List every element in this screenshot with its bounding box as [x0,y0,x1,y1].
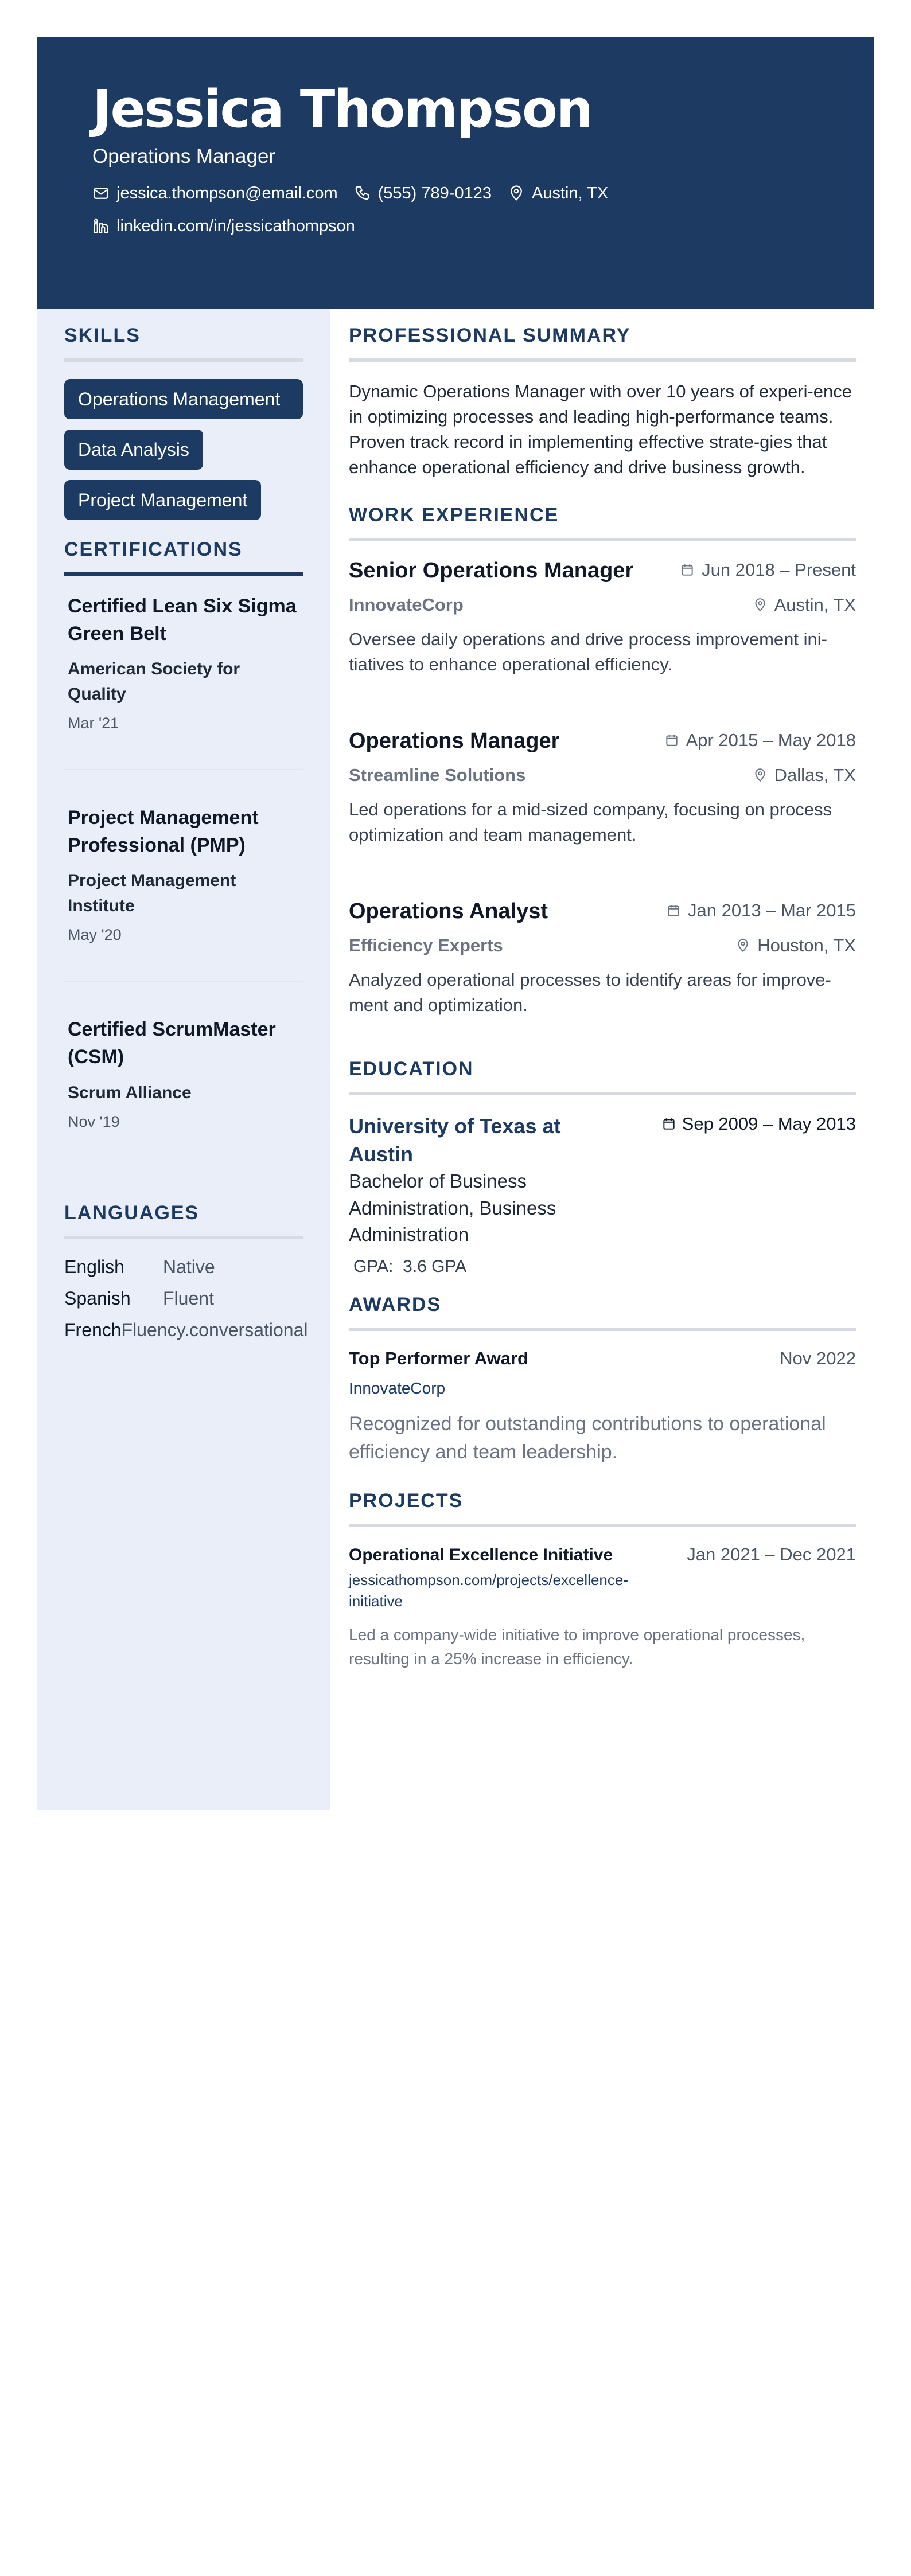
language-item [64,1256,303,1278]
job-location [735,935,856,956]
languages-title: LANGUAGES [64,1202,200,1224]
divider [349,1092,856,1095]
language-name: Spanish [64,1288,131,1309]
resume-header [37,37,874,309]
company-name: Streamline Solutions [349,765,526,786]
certification-item [64,805,303,982]
sidebar [37,309,330,1810]
skill-chip: Operations Management [64,379,303,419]
certifications-title: CERTIFICATIONS [64,538,243,560]
divider [349,358,856,362]
school-name: University of Texas at Austin [349,1114,561,1166]
map-pin-icon [508,185,525,202]
cert-org: American Society for Quality [68,659,240,704]
languages-list [64,1256,308,1341]
job-item [349,729,856,848]
job-dates [664,730,856,751]
skills-list [64,379,303,530]
map-pin-icon [753,768,768,783]
summary-text: Dynamic Operations Manager with over 10 years of experi-ence in optimizing processes and leading high-performance teams. Proven track record in implementing effective strate-gies that enhance operational efficiency and drive business growth. [349,381,852,478]
project-name: Operational Excellence Initiative [349,1545,613,1564]
contact-row-2 [92,217,874,236]
mail-icon [92,185,110,202]
language-name: English [64,1256,124,1278]
candidate-role: Operations Manager [92,145,276,167]
certification-item [64,593,303,770]
cert-date: May '20 [68,926,122,944]
candidate-name: Jessica Thompson [92,79,592,139]
cert-name: Certified ScrumMaster (CSM) [68,1018,276,1068]
project-description: Led a company-wide initiative to improve operational processes, resulting in a 25% increase in efficiency. [349,1625,805,1668]
job-item [349,559,856,677]
map-pin-icon [735,938,750,953]
gpa [353,1257,856,1277]
education-dates [661,1114,856,1134]
contact-email[interactable] [92,184,338,203]
job-title: Operations Analyst [349,899,548,924]
job-item [349,899,856,1018]
map-pin-icon [753,598,768,612]
award-description: Recognized for outstanding contributions to operational efficiency and team leadership. [349,1412,826,1463]
gpa-label: GPA: [353,1256,394,1276]
award-date: Nov 2022 [780,1348,856,1368]
resume-page [37,37,874,1810]
divider [349,1524,856,1527]
projects-title: PROJECTS [349,1489,464,1512]
language-level: Fluency.conversational [121,1320,308,1341]
job-location-text: Dallas, TX [774,765,856,786]
gpa-value: 3.6 GPA [403,1256,467,1276]
degree: Bachelor of Business Administration, Business Administration [349,1170,556,1245]
experience-title: WORK EXPERIENCE [349,504,559,526]
job-location-text: Houston, TX [757,935,856,956]
certifications-list [64,593,303,1168]
language-item [64,1288,303,1309]
project-dates: Jan 2021 – Dec 2021 [687,1544,856,1564]
cert-date: Mar '21 [68,715,119,732]
calendar-icon [664,733,679,748]
cert-date: Nov '19 [68,1113,120,1131]
award-name: Top Performer Award [349,1348,528,1368]
certification-item [64,1016,303,1168]
linkedin-icon [92,217,110,235]
linkedin-text: linkedin.com/in/jessicathompson [116,216,355,235]
calendar-icon [680,563,695,577]
job-dates [680,560,856,580]
project-item [349,1544,856,1671]
cert-name: Project Management Professional (PMP) [68,807,259,856]
job-location-text: Austin, TX [774,595,856,615]
job-description: Oversee daily operations and drive process improvement ini-tiatives to enhance operational efficiency. [349,629,827,675]
contact-location [508,184,608,203]
award-item [349,1348,856,1467]
cert-name: Certified Lean Six Sigma Green Belt [68,595,297,645]
calendar-icon [661,1117,676,1131]
email-text: jessica.thompson@email.com [116,184,338,202]
divider [349,1328,856,1331]
company-name: InnovateCorp [349,595,464,615]
education-dates-text: Sep 2009 – May 2013 [682,1114,856,1134]
awards-title: AWARDS [349,1293,442,1316]
summary-title: PROFESSIONAL SUMMARY [349,325,631,346]
job-title: Operations Manager [349,729,560,754]
contact-row [92,184,874,203]
contact-linkedin[interactable] [92,217,355,236]
job-dates-text: Jun 2018 – Present [702,560,856,580]
main-column [330,309,874,1810]
skill-chip: Project Management [64,480,261,520]
language-level: Fluent [163,1288,214,1309]
language-level: Native [163,1256,215,1278]
language-item [64,1320,308,1341]
job-location [753,595,856,615]
phone-icon [354,185,371,202]
divider [64,572,303,576]
job-dates [666,900,856,921]
job-description: Led operations for a mid-sized company, focusing on process optimization and team management. [349,799,832,845]
divider [64,1236,303,1239]
job-description: Analyzed operational processes to identify areas for improve-ment and optimization. [349,970,831,1016]
job-title: Senior Operations Manager [349,559,634,583]
location-text: Austin, TX [531,184,609,202]
education-item [349,1113,856,1277]
divider [64,358,303,362]
award-org: InnovateCorp [349,1379,446,1397]
skills-title: SKILLS [64,325,141,346]
cert-org: Project Management Institute [68,871,236,915]
contact-phone[interactable] [354,184,492,203]
calendar-icon [666,903,681,918]
education-title: EDUCATION [349,1058,474,1080]
job-dates-text: Apr 2015 – May 2018 [686,730,856,751]
company-name: Efficiency Experts [349,935,503,956]
skill-chip: Data Analysis [64,430,203,470]
cert-org: Scrum Alliance [68,1083,192,1102]
language-name: French [64,1320,122,1341]
project-link[interactable]: jessicathompson.com/projects/excellence-initiative [349,1571,628,1610]
phone-text: (555) 789-0123 [377,184,492,202]
job-location [753,765,856,786]
job-dates-text: Jan 2013 – Mar 2015 [688,900,856,921]
divider [349,538,856,541]
